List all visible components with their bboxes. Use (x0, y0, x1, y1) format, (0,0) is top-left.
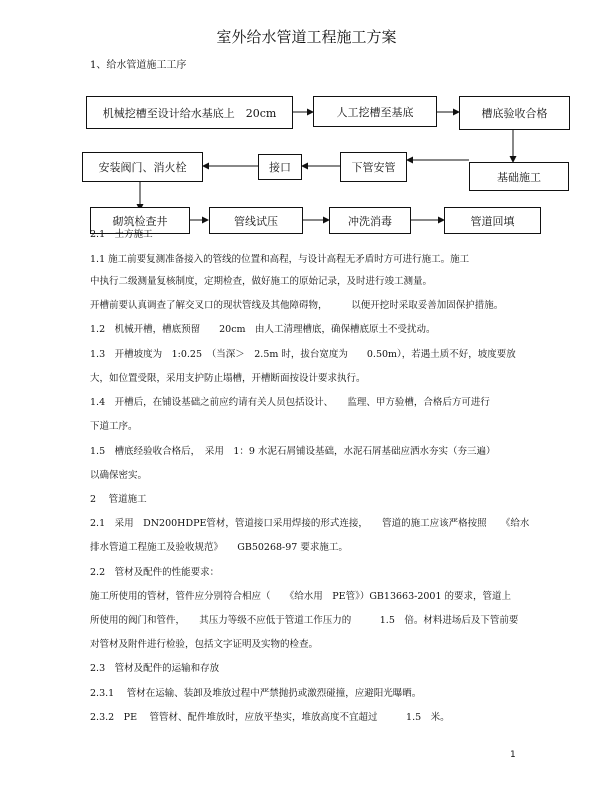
paragraph-line: 以确保密实。 (90, 470, 148, 481)
flow-step-manual-excavation: 人工挖槽至基底 (313, 96, 437, 127)
paragraph-line: 1.2 机械开槽，槽底预留 20cm 由人工清理槽底，确保槽底原土不受扰动。 (90, 324, 436, 335)
flow-step-pressure-test: 管线试压 (209, 207, 303, 234)
page-number: 1 (510, 750, 516, 760)
paragraph-line: 1.4 开槽后，在铺设基础之前应约请有关人员包括设计、 监理、甲方验槽，合格后方可进行 (90, 397, 490, 408)
paragraph-line: 2.3.2 PE 管管材、配件堆放时，应放平垫实，堆放高度不宜超过 1.5 米。 (90, 712, 450, 723)
flow-step-foundation: 基础施工 (469, 162, 569, 191)
paragraph-line: 2.1 土方施工 (90, 229, 153, 240)
paragraph-line: 2.1 采用 DN200HDPE管材，管道接口采用焊接的形式连接， 管道的施工应该严格按照 《给水 (90, 518, 530, 529)
paragraph-line: 1.1 施工前要复测准备接入的管线的位置和高程，与设计高程无矛盾时方可进行施工。施工 (90, 254, 470, 265)
paragraph-line: 对管材及附件进行检验，包括文字证明及实物的检查。 (90, 639, 319, 650)
paragraph-line: 开槽前要认真调查了解交叉口的现状管线及其他障碍物， 以便开挖时采取妥善加固保护措施。 (90, 300, 504, 311)
flow-step-flush-disinfect: 冲洗消毒 (329, 207, 411, 234)
paragraph-line: 大，如位置受限，采用支护防止塌槽，开槽断面按设计要求执行。 (90, 373, 366, 384)
flow-step-machine-excavation: 机械挖槽至设计给水基底上 20cm (86, 96, 293, 129)
paragraph-line: 2 管道施工 (90, 494, 147, 505)
page-title: 室外给水管道工程施工方案 (216, 28, 397, 46)
paragraph-line: 1.5 槽底经验收合格后， 采用 1：9 水泥石屑铺设基础，水泥石屑基础应洒水夯实（夯三遍） (90, 446, 496, 457)
flow-step-install-valves: 安装阀门、消火栓 (82, 152, 203, 182)
paragraph-line: 2.3.1 管材在运输、装卸及堆放过程中严禁抛扔或激烈碰撞，应避阳光曝晒。 (90, 688, 422, 699)
paragraph-line: 所使用的阀门和管件， 其压力等级不应低于管道工作压力的 1.5 倍。材料进场后及下管前要 (90, 615, 519, 626)
flow-step-lay-pipe: 下管安管 (340, 152, 407, 182)
flow-step-backfill: 管道回填 (444, 207, 541, 234)
paragraph-line: 2.3 管材及配件的运输和存放 (90, 663, 220, 674)
paragraph-line: 中执行二级测量复核制度，定期检查，做好施工的原始记录，及时进行竣工测量。 (90, 276, 433, 287)
flow-step-trench-inspection: 槽底验收合格 (459, 96, 570, 130)
flow-step-build-manhole: 砌筑检查井 (90, 207, 190, 234)
paragraph-line: 排水管道工程施工及验收规范》 GB50268-97 要求施工。 (90, 542, 348, 553)
paragraph-line: 2.2 管材及配件的性能要求： (90, 567, 220, 578)
section-heading: 1、给水管道施工工序 (90, 60, 187, 71)
paragraph-line: 施工所使用的管材，管件应分别符合相应（ 《给水用 PE管》）GB13663-2001 的要求，管道上 (90, 591, 512, 602)
paragraph-line: 1.3 开槽坡度为 1:0.25 （当深＞ 2.5m 时，拔台宽度为 0.50m），若遇土质不好，坡度要放 (90, 349, 516, 360)
flow-step-joint: 接口 (258, 154, 302, 180)
paragraph-line: 下道工序。 (90, 421, 138, 432)
